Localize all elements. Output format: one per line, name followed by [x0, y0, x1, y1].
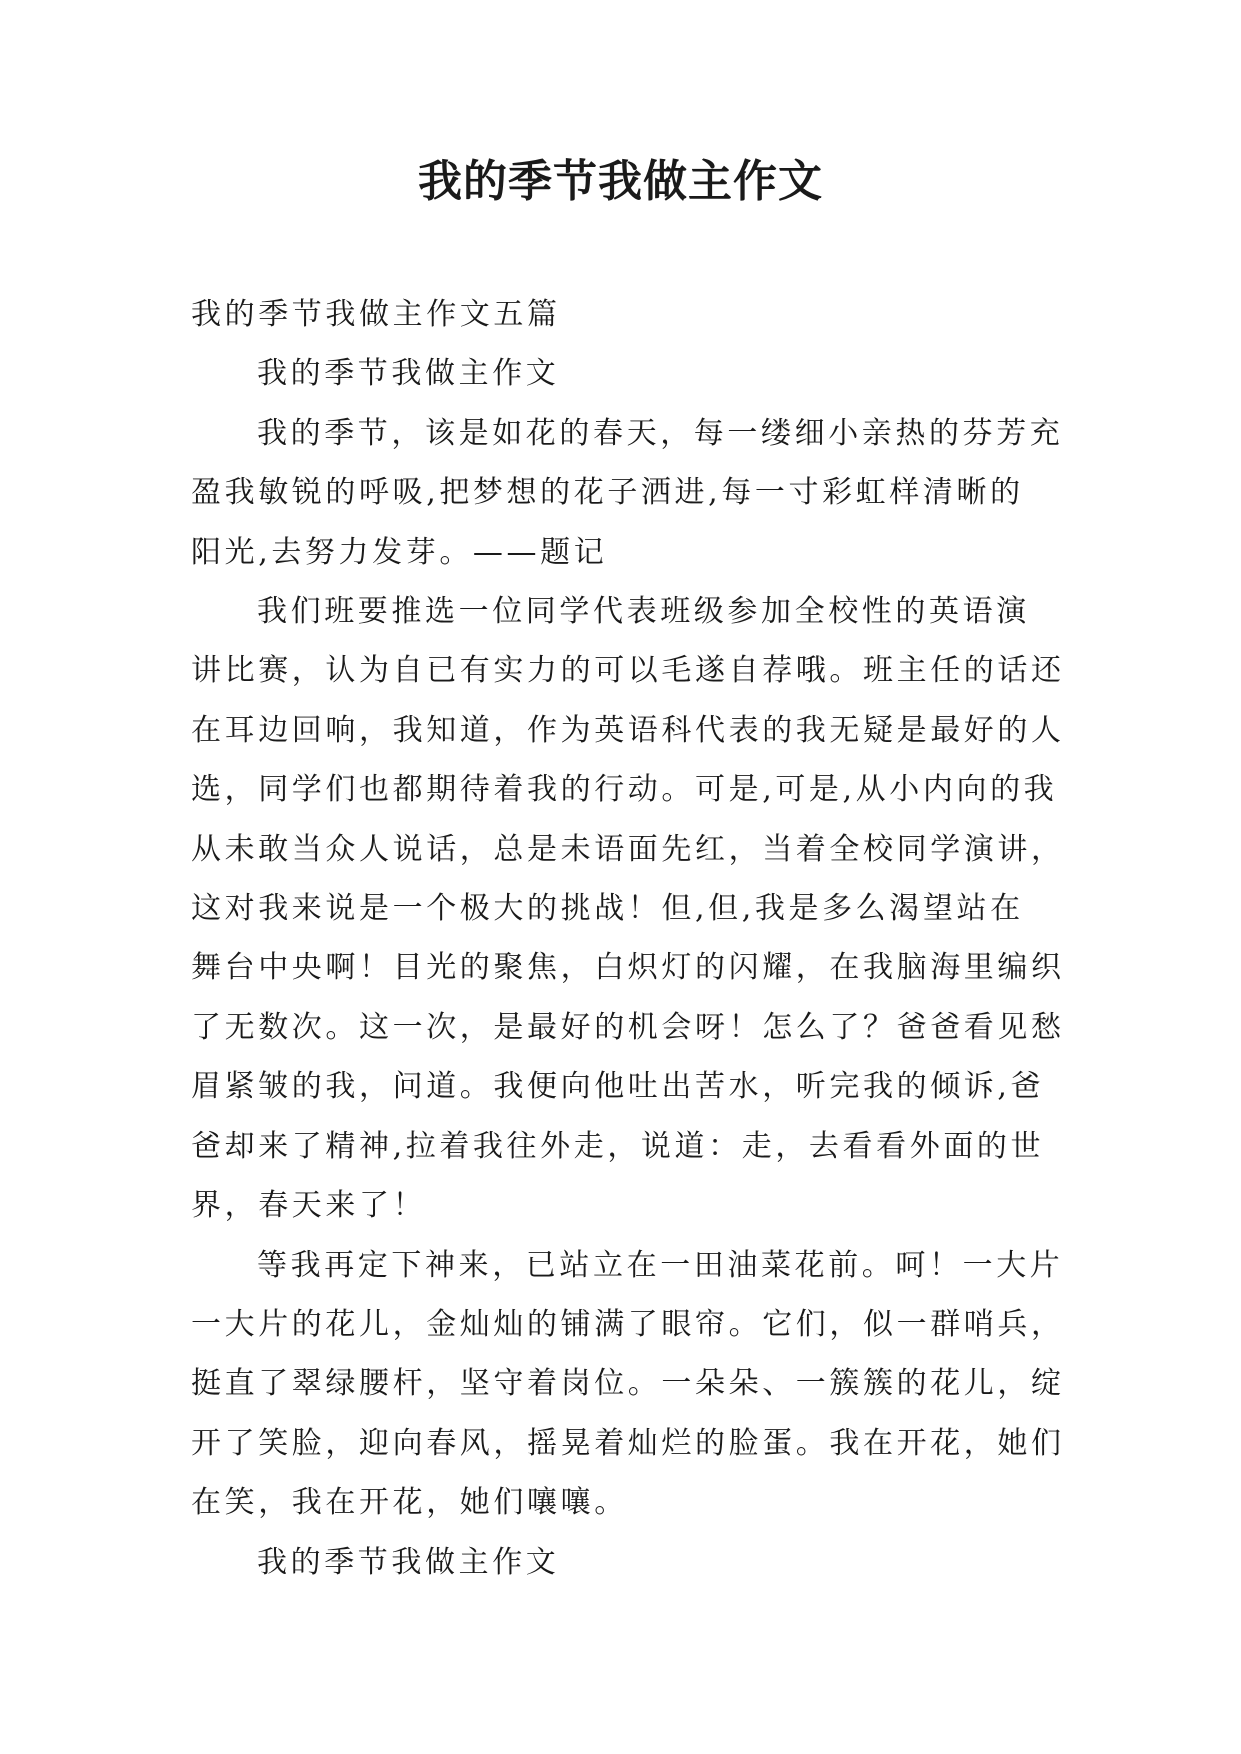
text-line: 我的季节我做主作文: [257, 356, 560, 392]
document-body: [191, 285, 1065, 1592]
text-line: 了无数次。这一次，是最好的机会呀！怎么了？爸爸看见愁: [191, 1009, 1065, 1045]
text-line: 从未敢当众人说话，总是未语面先红，当着全校同学演讲，: [191, 831, 1065, 867]
text-line: 界，春天来了！: [191, 1188, 427, 1224]
text-line: 眉紧皱的我，问道。我便向他吐出苦水，听完我的倾诉,爸: [191, 1069, 1045, 1105]
text-line: 我的季节我做主作文五篇: [191, 297, 561, 332]
text-line: 挺直了翠绿腰杆，坚守着岗位。一朵朵、一簇簇的花儿，绽: [191, 1366, 1065, 1402]
text-line: 等我再定下神来，已站立在一田油菜花前。呵！一大片: [257, 1247, 1064, 1283]
text-line: 开了笑脸，迎向春风，摇晃着灿烂的脸蛋。我在开花，她们: [191, 1425, 1065, 1461]
text-line: 盈我敏锐的呼吸,把梦想的花子洒进,每一寸彩虹样清晰的: [191, 475, 1024, 511]
text-line: 在笑，我在开花，她们嚷嚷。: [191, 1485, 628, 1521]
text-line: 一大片的花儿，金灿灿的铺满了眼帘。它们，似一群哨兵，: [191, 1306, 1065, 1342]
text-line: 舞台中央啊！目光的聚焦，白炽灯的闪耀，在我脑海里编织: [191, 950, 1065, 986]
text-line: 爸却来了精神,拉着我往外走，说道：走，去看看外面的世: [191, 1128, 1045, 1164]
document-title: 我的季节我做主作文: [418, 156, 823, 207]
text-line: 我的季节，该是如花的春天，每一缕细小亲热的芬芳充: [257, 415, 1064, 451]
text-line: 阳光,去努力发芽。——题记: [191, 534, 608, 570]
text-line: 讲比赛，认为自已有实力的可以毛遂自荐哦。班主任的话还: [191, 653, 1065, 689]
text-line: 在耳边回响，我知道，作为英语科代表的我无疑是最好的人: [191, 712, 1065, 748]
text-line: 我的季节我做主作文: [257, 1544, 560, 1580]
text-line: 这对我来说是一个极大的挑战！但,但,我是多么渴望站在: [191, 891, 1024, 927]
text-line: 我们班要推选一位同学代表班级参加全校性的英语演: [257, 594, 1030, 630]
text-line: 选，同学们也都期待着我的行动。可是,可是,从小内向的我: [191, 772, 1058, 808]
